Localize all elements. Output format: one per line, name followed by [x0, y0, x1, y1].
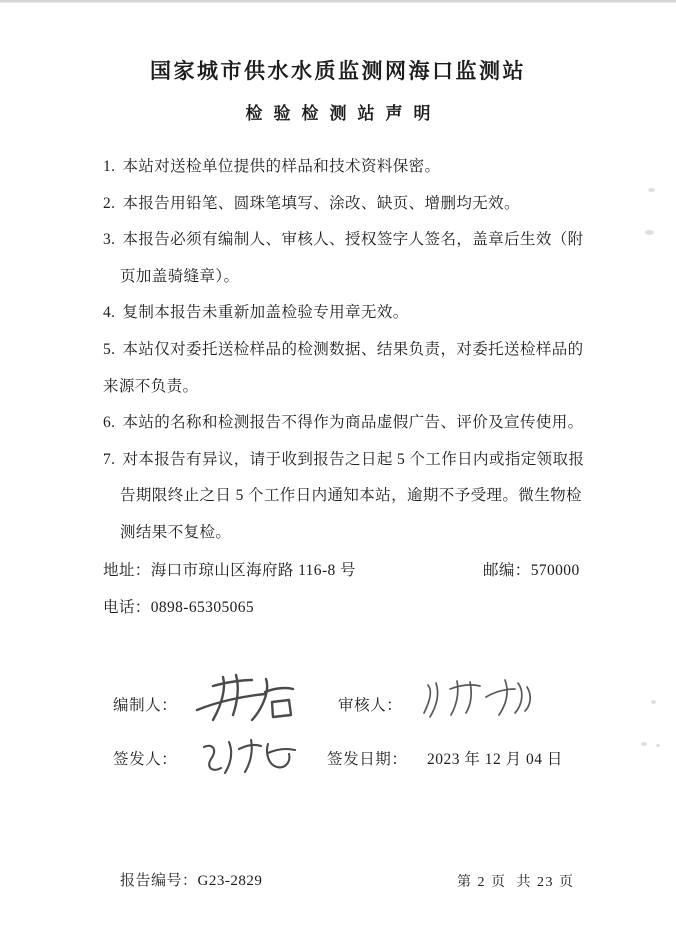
phone-value: 0898-65305065 — [150, 599, 255, 616]
report-number-row — [120, 869, 262, 890]
postcode-label: 邮编： — [483, 562, 531, 579]
declaration-item-6 — [103, 405, 603, 442]
postcode-value: 570000 — [530, 562, 580, 579]
item-number: 1. — [103, 158, 116, 175]
postcode-row — [483, 560, 580, 582]
page-current: 第 2 页 — [457, 875, 507, 890]
item-number: 7. — [103, 450, 116, 468]
declaration-item-5 — [103, 332, 603, 369]
item-text: 对本报告有异议，请于收到报告之日起 5 个工作日内或指定领取报 — [122, 450, 585, 468]
issuer-label: 签发人： — [113, 751, 178, 768]
document-subtitle: 检验检测站声明 — [245, 104, 442, 123]
scan-speck — [651, 700, 656, 704]
preparer-label: 编制人： — [113, 697, 178, 714]
item-text: 告期限终止之日 5 个工作日内通知本站，逾期不予受理。微生物检 — [120, 487, 582, 505]
item-text: 本站仅对委托送检样品的检测数据、结果负责，对委托送检样品的 — [122, 340, 584, 358]
preparer-signature-handwriting — [193, 670, 311, 728]
item-number: 4. — [103, 304, 116, 322]
phone-label: 电话： — [103, 599, 151, 616]
address-value: 海口市琼山区海府路 116-8 号 — [150, 562, 356, 579]
item-text: 复制本报告未重新加盖检验专用章无效。 — [122, 304, 409, 322]
address-row — [103, 560, 356, 582]
phone-row — [103, 597, 254, 619]
item-number: 2. — [103, 194, 116, 212]
declaration-item-2 — [103, 186, 603, 223]
address-label: 地址： — [103, 562, 151, 579]
declaration-item-4 — [103, 295, 603, 332]
item-text: 测结果不复检。 — [120, 523, 232, 541]
declaration-item-3-continued — [103, 259, 603, 296]
scan-edge-artifact — [0, 0, 676, 3]
reviewer-signature-handwriting — [420, 677, 545, 721]
declaration-item-5-continued — [103, 369, 603, 406]
declaration-item-7 — [103, 442, 603, 479]
declaration-item-7-continued — [103, 478, 603, 515]
report-number-value: G23-2829 — [197, 873, 263, 889]
scan-speck — [648, 188, 655, 192]
item-text: 本报告用铅笔、圆珠笔填写、涂改、缺页、增删均无效。 — [122, 194, 520, 212]
item-number: 5. — [103, 340, 116, 358]
item-text: 页加盖骑缝章）。 — [120, 267, 240, 285]
scan-speck — [656, 744, 660, 747]
scan-speck — [641, 742, 647, 746]
item-text: 来源不负责。 — [103, 377, 199, 395]
item-text: 本站对送检单位提供的样品和技术资料保密。 — [122, 158, 441, 175]
item-text: 本站的名称和检测报告不得作为商品虚假广告、评价及宣传使用。 — [122, 414, 584, 432]
document-title: 国家城市供水水质监测网海口监测站 — [150, 59, 526, 83]
issue-date-label: 签发日期： — [327, 751, 408, 768]
page-total: 共 23 页 — [516, 875, 575, 890]
declaration-item-7-continued-2 — [103, 515, 603, 552]
item-text: 本报告必须有编制人、审核人、授权签字人签名，盖章后生效（附 — [122, 231, 584, 249]
item-number: 3. — [103, 231, 116, 249]
item-number: 6. — [103, 414, 116, 432]
reviewer-label: 审核人： — [338, 697, 403, 714]
report-number-label: 报告编号： — [120, 873, 198, 889]
issuer-signature-handwriting — [198, 735, 303, 779]
scan-speck — [645, 230, 654, 235]
declaration-list — [103, 149, 603, 552]
page-indicator — [457, 871, 575, 891]
issue-date-value: 2023 年 12 月 04 日 — [427, 751, 563, 768]
declaration-item-1 — [103, 149, 603, 186]
declaration-item-3 — [103, 222, 603, 259]
